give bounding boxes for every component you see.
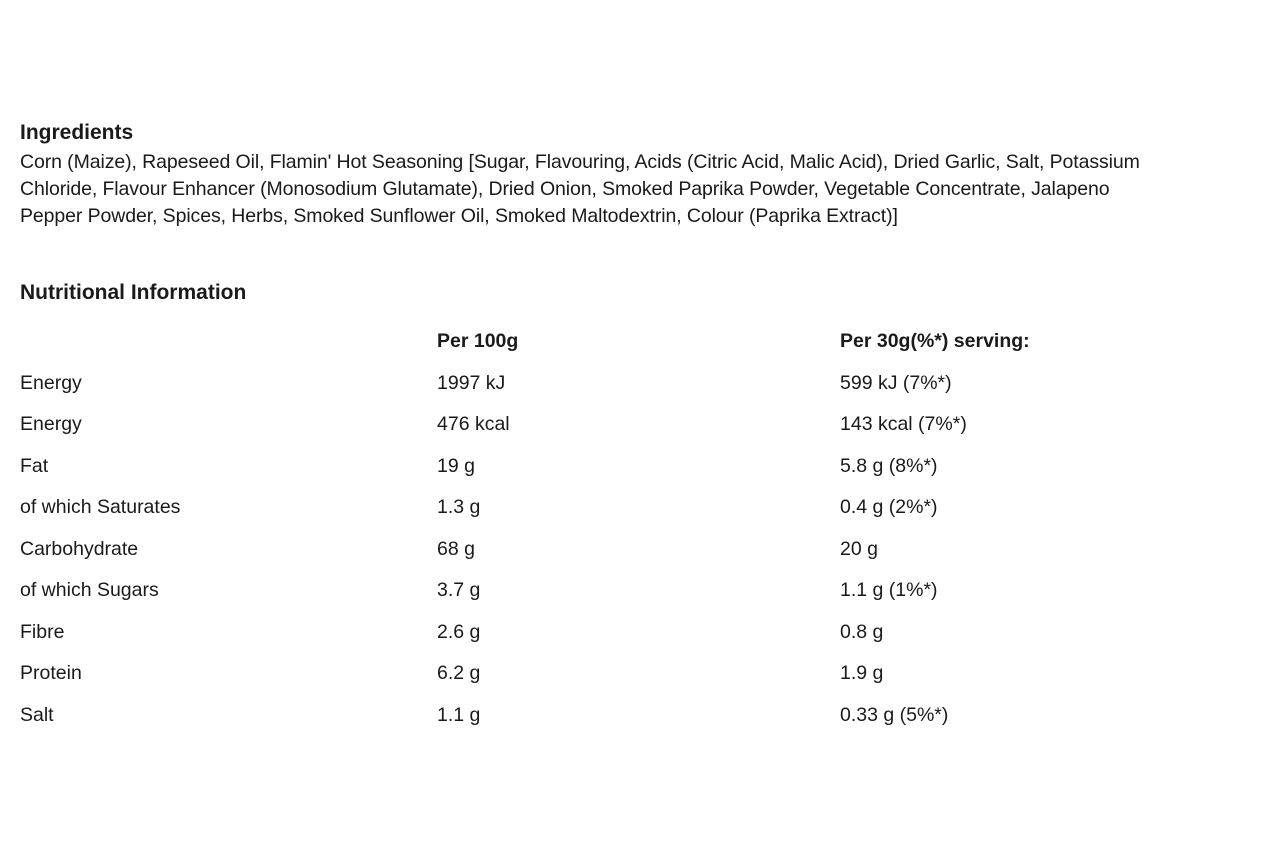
per-serving-value: 0.8 g xyxy=(840,620,884,643)
per-serving-value: 20 g xyxy=(840,537,878,560)
column-header-nutrient xyxy=(20,321,437,363)
per-serving-value: 143 kcal (7%*) xyxy=(840,413,967,436)
nutrient-name: Protein xyxy=(20,662,82,685)
table-row xyxy=(20,487,1260,529)
ingredients-line: Chloride, Flavour Enhancer (Monosodium Glutamate), Dried Onion, Smoked Paprika Powder, Vegetable Concentrate, Jalapeno xyxy=(20,178,1110,200)
per-serving-value: 1.1 g (1%*) xyxy=(840,579,938,602)
table-row xyxy=(20,653,1260,695)
ingredients-line: Corn (Maize), Rapeseed Oil, Flamin' Hot Seasoning [Sugar, Flavouring, Acids (Citric Acid, Malic Acid), Dried Garlic, Salt, Potassium xyxy=(20,151,1140,173)
nutrient-name: Fibre xyxy=(20,620,65,643)
per-100g-value: 6.2 g xyxy=(437,662,481,685)
table-row xyxy=(20,529,1260,571)
table-header-row xyxy=(20,321,1260,363)
per-serving-value: 599 kJ (7%*) xyxy=(840,371,952,394)
per-serving-value: 0.33 g (5%*) xyxy=(840,703,949,726)
per-100g-value: 1997 kJ xyxy=(437,371,506,394)
ingredients-text xyxy=(20,149,1276,230)
nutrient-name: Carbohydrate xyxy=(20,537,139,560)
table-row xyxy=(20,612,1260,654)
nutrient-name: of which Sugars xyxy=(20,579,159,602)
per-serving-value: 1.9 g xyxy=(840,662,884,685)
per-100g-value: 1.3 g xyxy=(437,496,481,519)
nutrient-name: Fat xyxy=(20,454,49,477)
per-100g-value: 1.1 g xyxy=(437,703,481,726)
per-100g-value: 68 g xyxy=(437,537,475,560)
table-row xyxy=(20,404,1260,446)
per-100g-value: 19 g xyxy=(437,454,475,477)
column-header-per-serving: Per 30g(%*) serving: xyxy=(840,330,1030,353)
per-serving-value: 0.4 g (2%*) xyxy=(840,496,938,519)
nutrient-name: of which Saturates xyxy=(20,496,181,519)
per-100g-value: 3.7 g xyxy=(437,579,481,602)
ingredients-heading: Ingredients xyxy=(20,121,134,144)
per-serving-value: 5.8 g (8%*) xyxy=(840,454,938,477)
nutrition-table-body xyxy=(20,363,1260,737)
table-row xyxy=(20,695,1260,737)
column-header-per-100g: Per 100g xyxy=(437,330,519,353)
nutrient-name: Salt xyxy=(20,703,54,726)
nutrient-name: Energy xyxy=(20,413,82,436)
nutrition-table xyxy=(20,321,1260,736)
product-info xyxy=(20,119,1276,736)
nutrient-name: Energy xyxy=(20,371,82,394)
table-row xyxy=(20,446,1260,488)
nutrition-heading: Nutritional Information xyxy=(20,281,247,304)
table-row xyxy=(20,363,1260,405)
ingredients-line: Pepper Powder, Spices, Herbs, Smoked Sunflower Oil, Smoked Maltodextrin, Colour (Paprika Extract)] xyxy=(20,205,898,227)
per-100g-value: 476 kcal xyxy=(437,413,510,436)
per-100g-value: 2.6 g xyxy=(437,620,481,643)
table-row xyxy=(20,570,1260,612)
